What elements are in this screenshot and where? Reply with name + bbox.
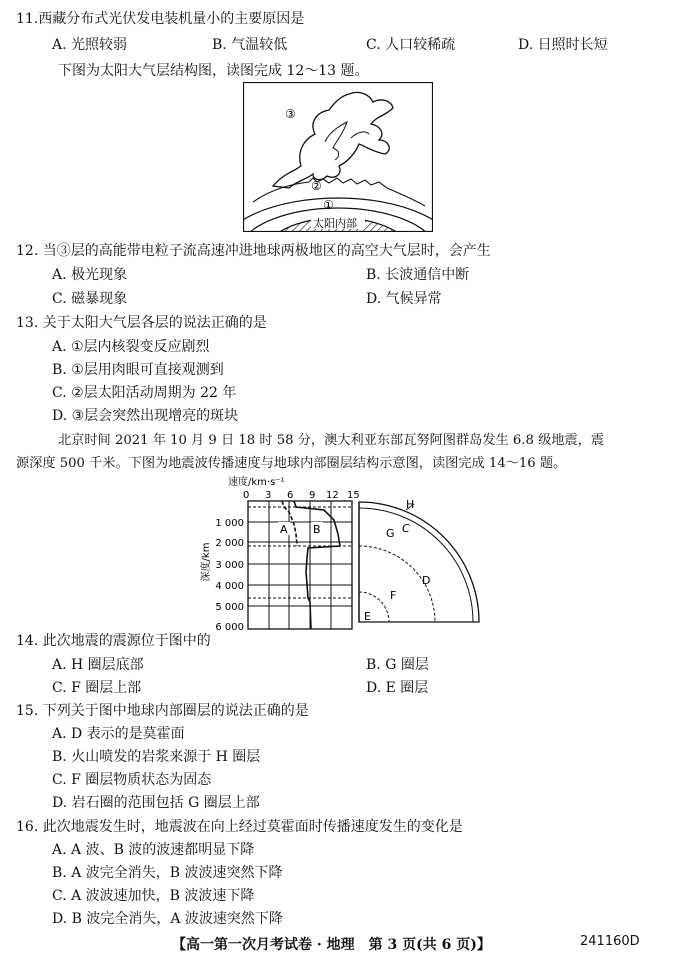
layer-e: E <box>364 610 371 623</box>
q14-option-c: C. F 圈层上部 <box>52 680 142 696</box>
intro-14-16-line1: 北京时间 2021 年 10 月 9 日 18 时 58 分，澳大利亚东部瓦努阿图群岛发生 6.8 级地震，震 <box>58 433 605 448</box>
footer-code: 241160D <box>580 934 640 949</box>
x-tick-0: 0 <box>243 490 250 501</box>
q12-option-b: B. 长波通信中断 <box>366 267 470 283</box>
q14-stem: 14. 此次地震的震源位于图中的 <box>16 633 211 649</box>
q14-option-d: D. E 圈层 <box>366 680 429 696</box>
q15-option-c: C. F 圈层物质状态为固态 <box>52 772 212 788</box>
q16-stem: 16. 此次地震发生时，地震波在向上经过莫霍面时传播速度发生的变化是 <box>16 819 463 835</box>
y-tick-2000: 2 000 <box>215 538 244 549</box>
x-tick-6: 6 <box>287 490 294 501</box>
q16-option-c: C. A 波波速加快，B 波波速下降 <box>52 888 255 904</box>
x-tick-9: 9 <box>309 490 316 501</box>
wave-b-label: B <box>313 523 321 536</box>
y-tick-6000: 6 000 <box>215 622 244 630</box>
x-tick-12: 12 <box>326 490 339 501</box>
q13-option-b: B. ①层用肉眼可直接观测到 <box>52 362 224 378</box>
q12-stem: 12. 当③层的高能带电粒子流高速冲进地球两极地区的高空大气层时，会产生 <box>16 243 491 259</box>
q16-option-b: B. A 波完全消失，B 波波速突然下降 <box>52 865 283 881</box>
footer-title: 【高一第一次月考试卷 · 地理 第 3 页(共 6 页)】 <box>172 937 491 953</box>
depth-axis-label: 深度/km <box>201 542 212 582</box>
y-tick-labels <box>215 518 244 630</box>
layer-d: D <box>422 574 431 587</box>
q11-option-b: B. 气温较低 <box>212 37 288 53</box>
layer-f: F <box>390 589 397 602</box>
layer-c: C <box>402 522 410 535</box>
q12-option-a: A. 极光现象 <box>52 267 128 283</box>
y-tick-4000: 4 000 <box>215 581 244 592</box>
q11-stem: 11.西藏分布式光伏发电装机量小的主要原因是 <box>16 11 305 27</box>
q12-option-c: C. 磁暴现象 <box>52 291 128 307</box>
q13-stem: 13. 关于太阳大气层各层的说法正确的是 <box>16 315 267 331</box>
label-1: ① <box>323 198 334 212</box>
layer-g: G <box>386 527 395 540</box>
q15-option-a: A. D 表示的是莫霍面 <box>52 726 185 742</box>
q16-option-a: A. A 波、B 波的波速都明显下降 <box>52 842 255 858</box>
q11-option-c: C. 人口较稀疏 <box>366 37 456 53</box>
label-2: ② <box>311 179 322 193</box>
wave-b-curve <box>294 501 340 629</box>
seismic-wave-figure <box>196 474 486 630</box>
grid <box>248 501 352 629</box>
q14-option-a: A. H 圈层底部 <box>52 657 144 673</box>
q15-option-b: B. 火山喷发的岩浆来源于 H 圈层 <box>52 749 261 765</box>
q16-option-d: D. B 波完全消失，A 波波速突然下降 <box>52 911 283 927</box>
y-tick-5000: 5 000 <box>215 602 244 613</box>
q11-option-a: A. 光照较弱 <box>52 37 128 53</box>
q12-option-d: D. 气候异常 <box>366 291 442 307</box>
q15-option-d: D. 岩石圈的范围包括 G 圈层上部 <box>52 795 260 811</box>
x-tick-3: 3 <box>265 490 272 501</box>
layer-h: H <box>406 498 415 511</box>
x-tick-15: 15 <box>347 490 360 501</box>
q13-option-c: C. ②层太阳活动周期为 22 年 <box>52 385 237 401</box>
solar-atmosphere-figure <box>243 82 433 232</box>
label-3: ③ <box>285 107 296 121</box>
intro-12-13: 下图为太阳大气层结构图，读图完成 12～13 题。 <box>58 63 369 79</box>
earth-quarter-outer <box>359 502 479 622</box>
x-tick-labels <box>243 490 360 501</box>
earth-quarter-crust <box>359 508 473 622</box>
wave-a-label: A <box>280 523 288 536</box>
q13-option-d: D. ③层会突然出现增亮的斑块 <box>52 408 239 424</box>
q11-option-d: D. 日照时长短 <box>518 37 608 53</box>
y-tick-3000: 3 000 <box>215 560 244 571</box>
q15-stem: 15. 下列关于图中地球内部圈层的说法正确的是 <box>16 703 309 719</box>
q14-option-b: B. G 圈层 <box>366 657 429 673</box>
q13-option-a: A. ①层内核裂变反应剧烈 <box>52 339 210 355</box>
core-label: 太阳内部 <box>313 217 357 230</box>
y-tick-1000: 1 000 <box>215 518 244 529</box>
intro-14-16-line2: 源深度 500 千米。下图为地震波传播速度与地球内部圈层结构示意图，读图完成 14～16 题。 <box>16 456 567 471</box>
speed-axis-label: 速度/km·s⁻¹ <box>228 477 285 488</box>
